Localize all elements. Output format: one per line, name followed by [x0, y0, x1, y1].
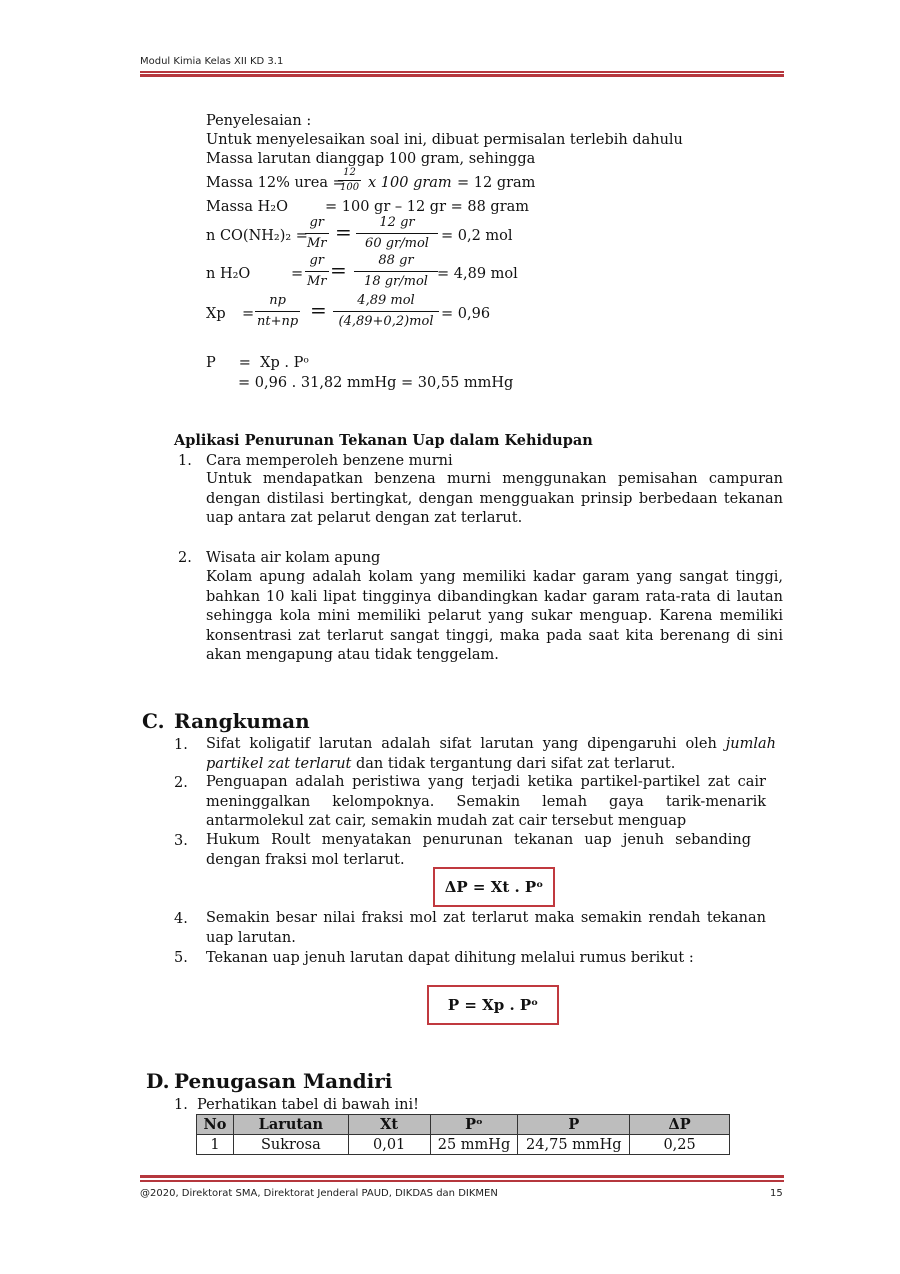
equals-sign: =	[335, 220, 352, 244]
column-header-po: Pᵒ	[430, 1115, 518, 1135]
n-co-result: = 0,2 mol	[441, 228, 513, 244]
rangkuman-item-2-text: Penguapan adalah peristiwa yang terjadi ketika partikel-partikel zat cair meninggalkan kelompoknya. Semakin lemah gaya tarik-menarik antarmolekul zat cair, semakin mudah zat cair tersebut menguap	[206, 774, 766, 829]
n-co-label: n CO(NH₂)₂ =	[206, 228, 308, 244]
column-header-delta-p: ΔP	[630, 1115, 730, 1135]
rangkuman-item-5-number: 5.	[174, 950, 188, 966]
section-d-letter: D.	[146, 1069, 170, 1093]
rangkuman-item-2-number: 2.	[174, 775, 188, 791]
fraction-numerator: gr	[309, 253, 325, 268]
footer-rule-bottom	[140, 1180, 784, 1182]
solution-line-2: Massa larutan dianggap 100 gram, sehingga	[206, 151, 536, 167]
massa-urea-label: Massa 12% urea =	[206, 175, 345, 191]
fraction-denominator: 18 gr/mol	[354, 271, 438, 291]
footer-copyright: @2020, Direktorat SMA, Direktorat Jenderal PAUD, DIKDAS dan DIKMEN	[140, 1188, 498, 1199]
fraction-numerator: 4,89 mol	[357, 293, 415, 308]
equals-sign: =	[330, 258, 347, 282]
page-number: 15	[770, 1188, 783, 1199]
fraction-denominator: (4,89+0,2)mol	[333, 311, 439, 331]
aplikasi-item-2-title: Wisata air kolam apung	[206, 550, 381, 566]
massa-urea-fraction	[338, 167, 361, 194]
xp-fraction-1	[255, 292, 300, 331]
aplikasi-title: Aplikasi Penurunan Tekanan Uap dalam Kehidupan	[174, 432, 593, 449]
fraction-denominator: 100	[340, 182, 360, 193]
rangkuman-item-4-number: 4.	[174, 911, 188, 927]
xp-fraction-2	[335, 292, 437, 331]
n-h2o-eq: =	[291, 266, 304, 282]
n-co-fraction-1	[305, 214, 329, 253]
penugasan-item-1: 1. Perhatikan tabel di bawah ini!	[174, 1097, 419, 1113]
rangkuman-item-4-text: Semakin besar nilai fraksi mol zat terlarut maka semakin rendah tekanan uap larutan.	[206, 910, 766, 946]
formula-p-box	[427, 985, 559, 1025]
table-cell: 24,75 mmHg	[518, 1135, 630, 1155]
formula-delta-p-box	[433, 867, 555, 907]
aplikasi-item-1-body: Untuk mendapatkan benzena murni menggunakan pemisahan campuran dengan distilasi bertingkat, dengan mengguakan prinsip berbedaan tekanan uap antara zat pelarut dengan zat terlarut.	[206, 471, 783, 526]
xp-label: Xp	[206, 306, 226, 322]
column-header-p: P	[518, 1115, 630, 1135]
solution-heading: Penyelesaian :	[206, 113, 312, 129]
fraction-numerator: np	[269, 293, 286, 308]
table-row	[197, 1135, 730, 1155]
header-rule-bottom	[140, 74, 784, 77]
xp-eq: =	[242, 306, 255, 322]
table-cell: Sukrosa	[233, 1135, 348, 1155]
fraction-numerator: gr	[309, 215, 325, 230]
header-rule-top	[140, 71, 784, 73]
aplikasi-item-2-number: 2.	[178, 550, 192, 566]
massa-h2o-label: Massa H₂O	[206, 199, 288, 215]
table-header-row	[197, 1115, 730, 1135]
n-co-fraction-2	[358, 214, 436, 253]
section-d-title: Penugasan Mandiri	[174, 1069, 393, 1093]
table-cell: 0,25	[630, 1135, 730, 1155]
equals-sign: =	[310, 298, 327, 322]
aplikasi-item-2-body: Kolam apung adalah kolam yang memiliki kadar garam yang sangat tinggi, bahkan 10 kali lipat tingginya dibandingkan kadar garam rata-rata di lautan sehingga kola mini memiliki pelarut yang sukar menguap. Karena memiliki konsentrasi zat terlarut sangat tinggi, maka pada saat kita berenang di sini akan mengapung atau tidak tenggelam.	[206, 569, 783, 663]
column-header-no: No	[197, 1115, 234, 1135]
footer-rule-top	[140, 1175, 784, 1178]
aplikasi-item-1-number: 1.	[178, 453, 192, 469]
text-segment: Sifat koligatif larutan adalah sifat larutan yang dipengaruhi oleh	[206, 736, 726, 752]
text-segment: dan tidak tergantung dari sifat zat terlarut.	[351, 755, 676, 772]
formula-delta-p: ΔP = Xt . Pᵒ	[444, 878, 544, 896]
table-cell: 0,01	[348, 1135, 430, 1155]
formula-p: P = Xp . Pᵒ	[447, 996, 539, 1014]
fraction-numerator: 12 gr	[379, 215, 415, 230]
massa-h2o-calc: = 100 gr – 12 gr = 88 gram	[325, 199, 530, 215]
aplikasi-item-1-title: Cara memperoleh benzene murni	[206, 453, 453, 469]
rangkuman-item-3-number: 3.	[174, 833, 188, 849]
n-h2o-result: = 4,89 mol	[437, 266, 518, 282]
solution-line-1: Untuk menyelesaikan soal ini, dibuat permisalan terlebih dahulu	[206, 132, 683, 148]
n-h2o-fraction-1	[305, 252, 329, 291]
rangkuman-item-1-number: 1.	[174, 737, 188, 753]
n-h2o-fraction-2	[356, 252, 436, 291]
italic-segment: jumlah partikel zat terlarut	[206, 736, 776, 772]
fraction-numerator: 12	[343, 167, 356, 178]
fraction-denominator: Mr	[305, 233, 329, 253]
p-equation-line-2: = 0,96 . 31,82 mmHg = 30,55 mmHg	[238, 375, 514, 391]
fraction-denominator: 60 gr/mol	[356, 233, 438, 253]
table-cell: 1	[197, 1135, 234, 1155]
table-cell: 25 mmHg	[430, 1135, 518, 1155]
p-equation-line-1: P = Xp . Pᵒ	[206, 355, 309, 371]
fraction-numerator: 88 gr	[378, 253, 414, 268]
column-header-larutan: Larutan	[233, 1115, 348, 1135]
massa-urea-expression: x 100 gram	[368, 175, 452, 191]
running-header: Modul Kimia Kelas XII KD 3.1	[140, 56, 284, 67]
data-table	[196, 1114, 730, 1155]
massa-urea-result: = 12 gram	[457, 175, 536, 191]
fraction-denominator: Mr	[305, 271, 329, 291]
section-c-title: Rangkuman	[174, 709, 310, 733]
column-header-xt: Xt	[348, 1115, 430, 1135]
rangkuman-item-1-text	[206, 735, 776, 774]
rangkuman-item-5-text: Tekanan uap jenuh larutan dapat dihitung melalui rumus berikut :	[206, 950, 694, 966]
fraction-denominator: nt+np	[255, 311, 300, 331]
xp-result: = 0,96	[441, 306, 491, 322]
section-c-letter: C.	[142, 709, 165, 733]
rangkuman-item-3-text: Hukum Roult menyatakan penurunan tekanan uap jenuh sebanding dengan fraksi mol terlarut.	[206, 832, 751, 868]
n-h2o-label: n H₂O	[206, 266, 251, 282]
